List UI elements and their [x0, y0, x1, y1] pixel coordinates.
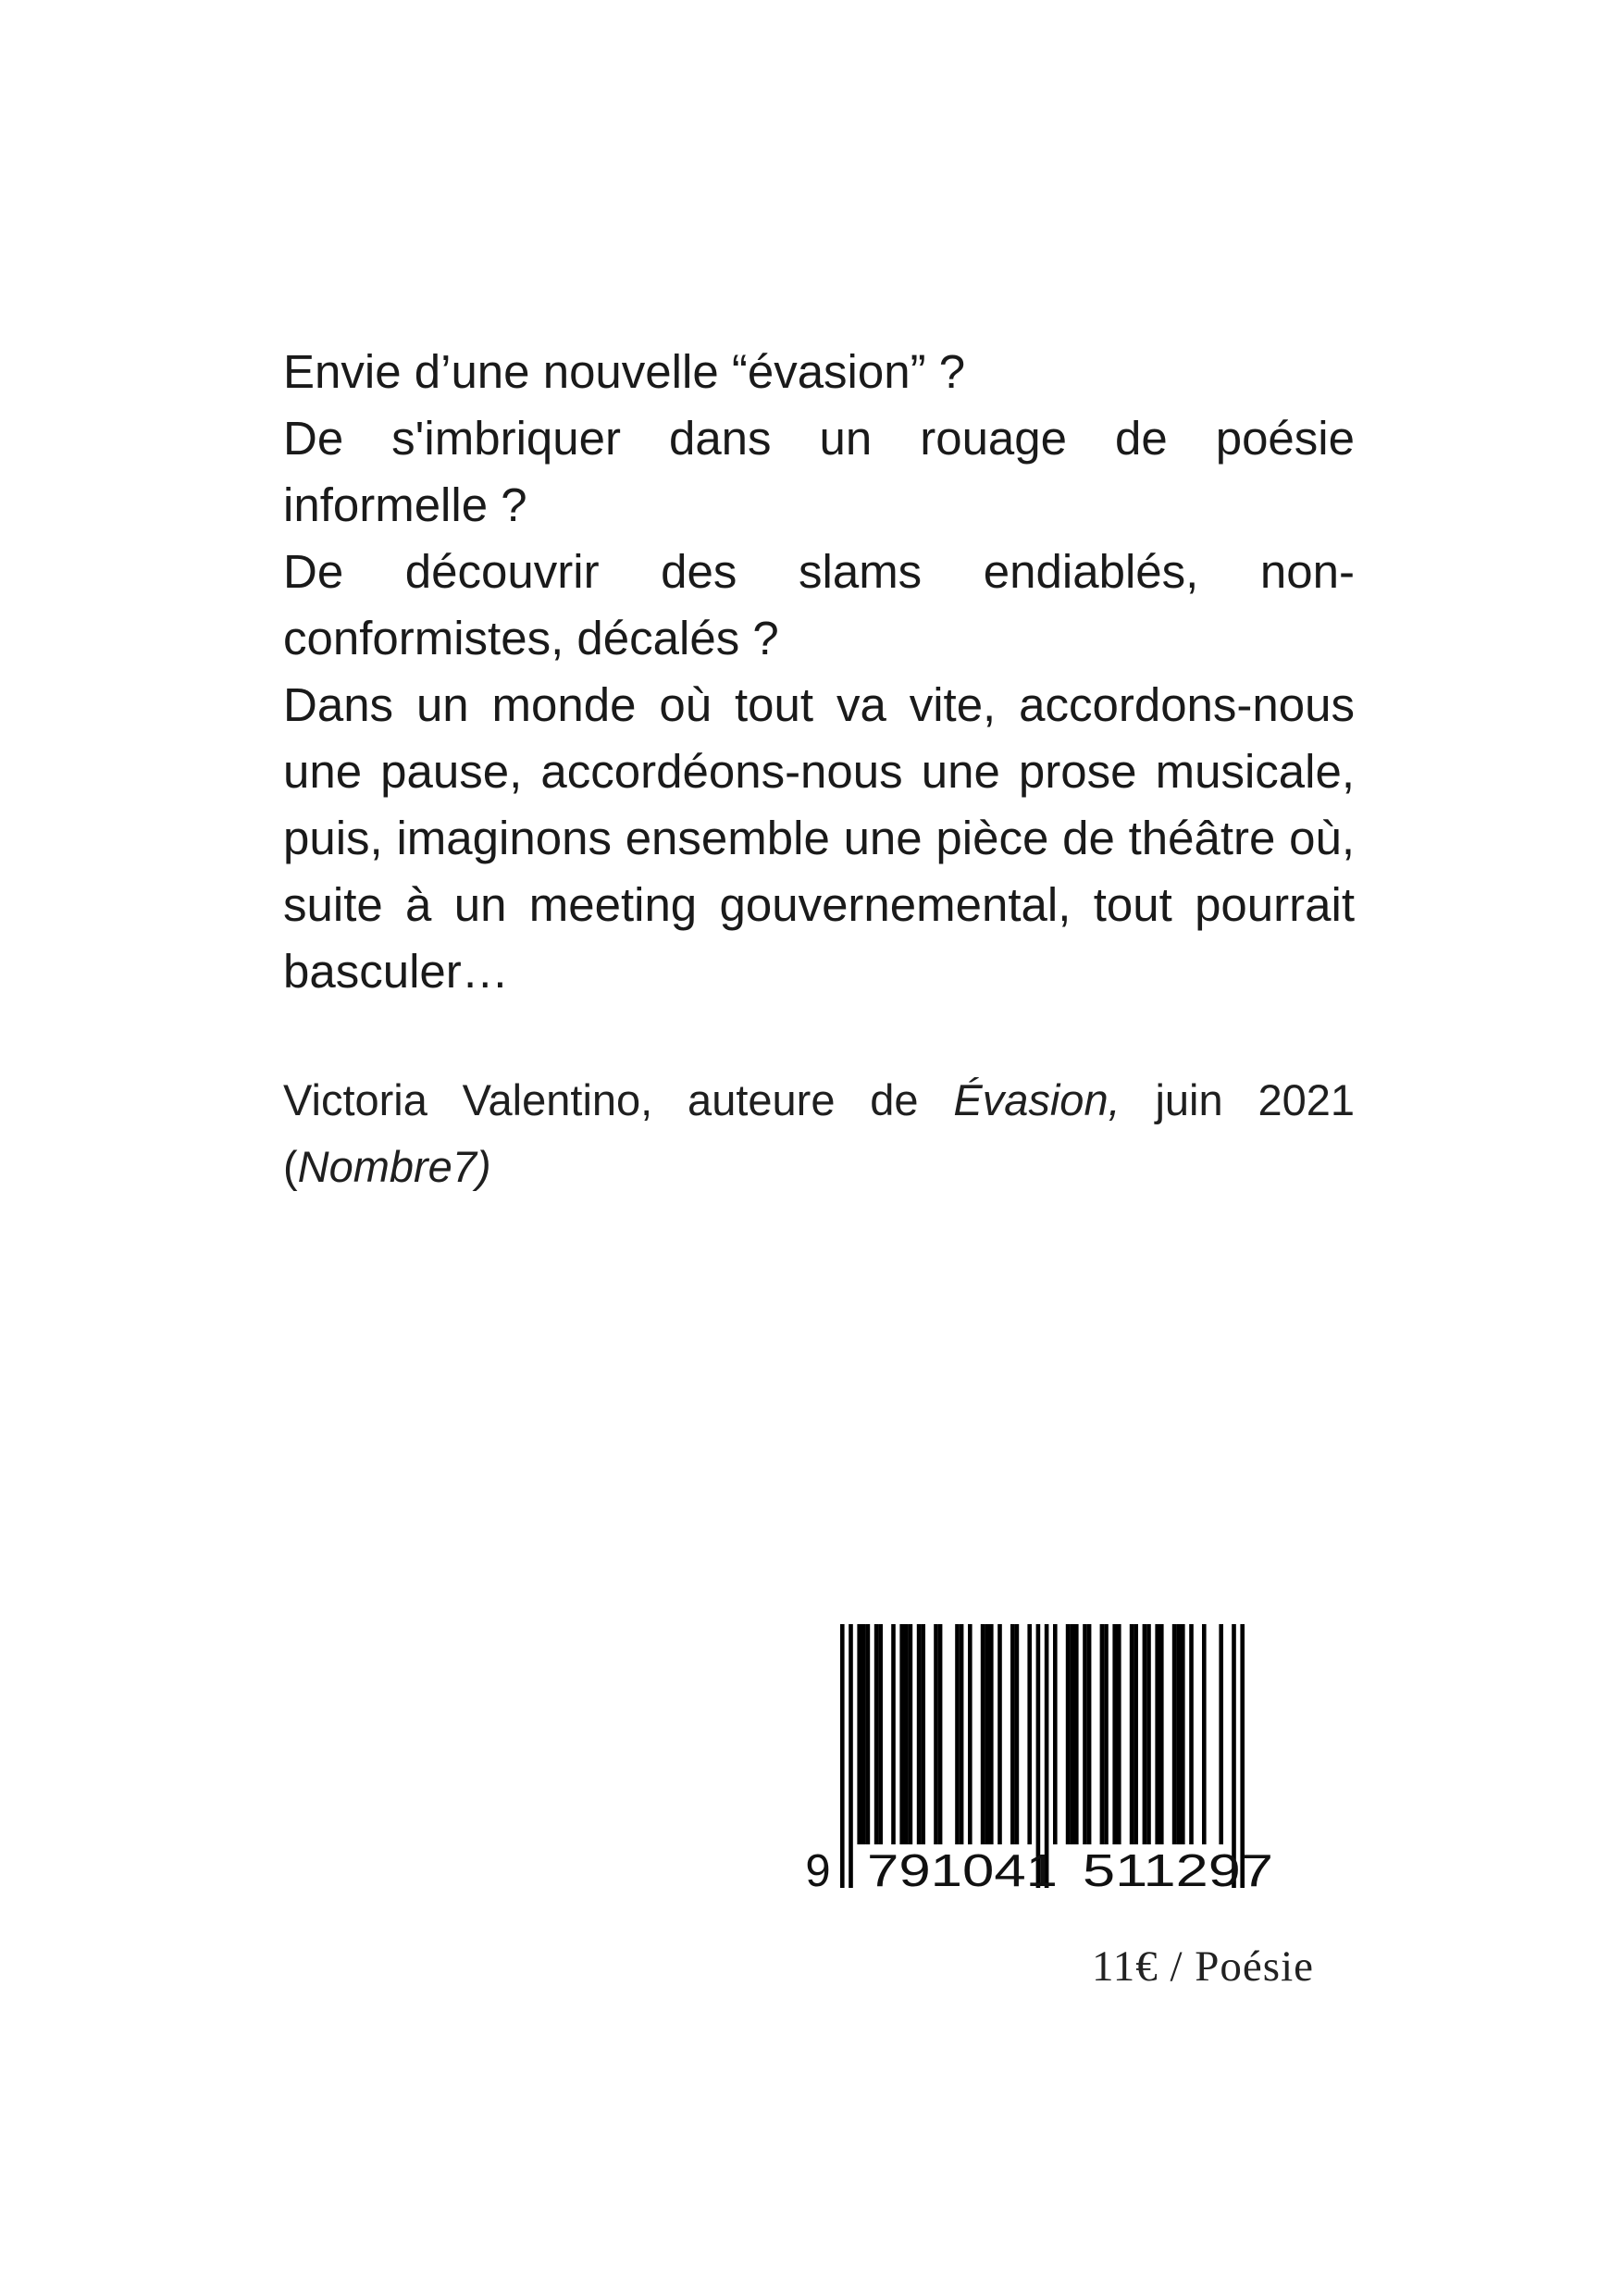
barcode-bar [857, 1624, 861, 1844]
barcode-bar [955, 1624, 960, 1844]
barcode-bar [874, 1624, 879, 1844]
barcode-bar [1155, 1624, 1159, 1844]
barcode-bar [891, 1624, 896, 1844]
barcode-bar [1070, 1624, 1074, 1844]
barcode-bar [1172, 1624, 1177, 1844]
barcode-bar [989, 1624, 994, 1844]
barcode-digit-first: 9 [805, 1846, 831, 1896]
credit-publisher: Nombre7) [297, 1142, 491, 1191]
barcode-bar [866, 1624, 871, 1844]
barcode-bar [981, 1624, 985, 1844]
barcode-digits-right: 511297 [1083, 1846, 1273, 1896]
barcode-bar [1159, 1624, 1164, 1844]
back-cover-blurb [283, 339, 1355, 1005]
barcode-bar [1202, 1624, 1207, 1844]
barcode-bar [899, 1624, 904, 1844]
barcode-bar [1104, 1624, 1109, 1844]
barcode-bar [1083, 1624, 1087, 1844]
credit-book-title: Évasion, [953, 1075, 1121, 1124]
barcode-bar [1176, 1624, 1181, 1844]
barcode-bar [934, 1624, 938, 1844]
barcode-guard-bar [849, 1624, 853, 1888]
barcode-bar [1146, 1624, 1151, 1844]
barcode-bar [1074, 1624, 1079, 1844]
barcode-bar [1189, 1624, 1194, 1844]
blurb-question-2: De s'imbriquer dans un rouage de poésie informelle ? [283, 412, 1355, 531]
barcode-bar [1027, 1624, 1032, 1844]
barcode-bar [1181, 1624, 1185, 1844]
credit-date: juin 2021 ( [283, 1075, 1356, 1191]
barcode-bar [1087, 1624, 1092, 1844]
barcode-bar [917, 1624, 922, 1844]
barcode-bar [1015, 1624, 1020, 1844]
barcode-bar [1053, 1624, 1058, 1844]
author-credit [283, 1067, 1355, 1200]
barcode-bar [909, 1624, 913, 1844]
price-genre: 11€ / Poésie [1091, 1942, 1314, 1991]
barcode-bar [861, 1624, 866, 1844]
barcode-bar [1112, 1624, 1117, 1844]
barcode-bar [1010, 1624, 1015, 1844]
blurb-question-3: De découvrir des slams endiablés, non-conformistes, décalés ? [283, 545, 1355, 664]
barcode-bar [968, 1624, 973, 1844]
barcode-graphic [805, 1624, 1305, 1902]
barcode-bar [997, 1624, 1002, 1844]
barcode-bar [878, 1624, 883, 1844]
barcode-guard-bar [840, 1624, 845, 1888]
barcode-bar [921, 1624, 925, 1844]
barcode-bar [960, 1624, 964, 1844]
barcode-bar [985, 1624, 989, 1844]
isbn-barcode [805, 1624, 1305, 1902]
barcode-bar [938, 1624, 943, 1844]
barcode-bar [1219, 1624, 1223, 1844]
blurb-question-1: Envie d’une nouvelle “évasion” ? [283, 345, 966, 398]
barcode-bar [904, 1624, 909, 1844]
barcode-bar [1117, 1624, 1121, 1844]
blurb-paragraph: Dans un monde où tout va vite, accordons-nous une pause, accordéons-nous une prose musicale, puis, imaginons ensemble une pièce de théâtre où, suite à un meeting gouvernemental, tout pourrait basculer… [283, 678, 1355, 998]
barcode-bar [1143, 1624, 1147, 1844]
credit-author: Victoria Valentino, auteure de [283, 1075, 954, 1124]
barcode-digits-left: 791041 [867, 1846, 1058, 1896]
barcode-bar [1130, 1624, 1134, 1844]
barcode-bar [1134, 1624, 1138, 1844]
barcode-bar [1100, 1624, 1105, 1844]
barcode-bar [1066, 1624, 1071, 1844]
